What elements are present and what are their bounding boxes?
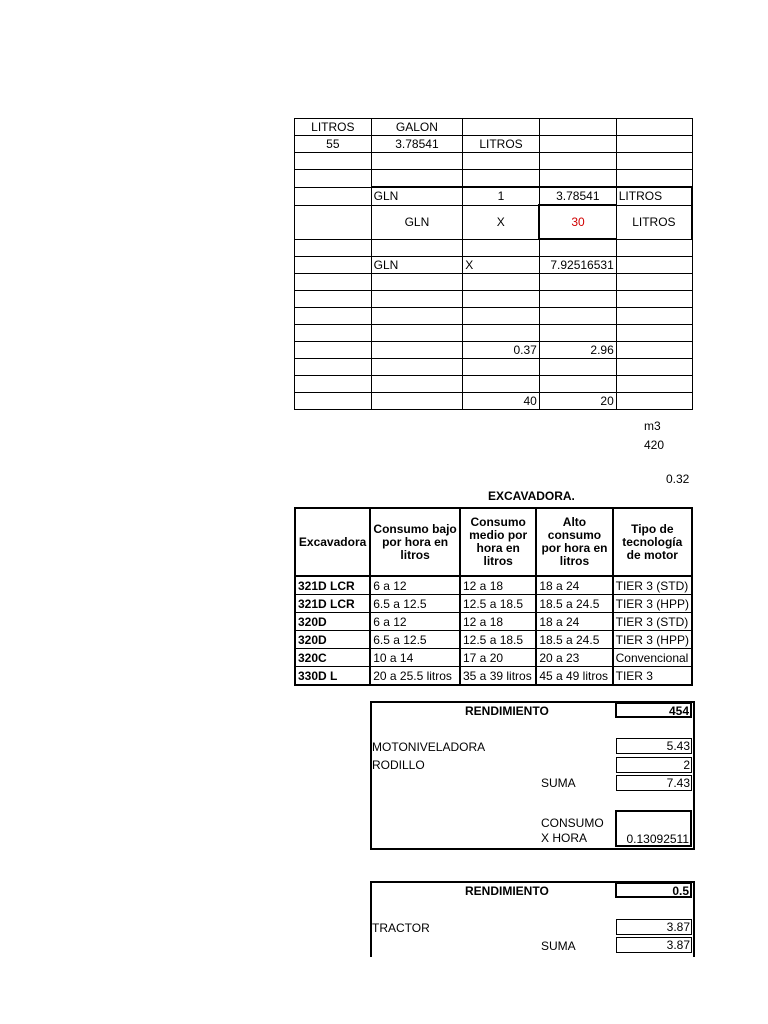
excavadora-row [295, 576, 692, 595]
excavadora-cell: TIER 3 (HPP) [613, 631, 692, 649]
conversion-cell [463, 308, 540, 325]
conversion-row [295, 257, 693, 274]
conversion-cell [371, 376, 463, 393]
conversion-cell [463, 170, 540, 188]
m3-label: m3 [644, 419, 661, 433]
conversion-cell [371, 359, 463, 376]
conversion-cell [539, 359, 616, 376]
conversion-cell: 3.78541 [539, 187, 616, 205]
excavadora-cell: 18.5 a 24.5 [536, 595, 612, 613]
suma-label-1: SUMA [541, 776, 576, 790]
conversion-cell [295, 291, 372, 308]
conversion-cell: X [463, 257, 540, 274]
conversion-row [295, 393, 693, 410]
conversion-cell [463, 376, 540, 393]
excavadora-cell: TIER 3 (STD) [613, 613, 692, 631]
excavadora-cell: 10 a 14 [370, 649, 460, 667]
conversion-cell [295, 393, 372, 410]
conversion-cell [295, 342, 372, 359]
conversion-cell: LITROS [295, 119, 372, 136]
conversion-cell: LITROS [616, 187, 692, 205]
conversion-cell [371, 325, 463, 342]
conversion-cell [539, 170, 616, 188]
conversion-cell [539, 239, 616, 257]
excavadora-cell: 12 a 18 [460, 613, 536, 631]
conversion-cell: GALON [371, 119, 463, 136]
conversion-cell: GLN [371, 205, 463, 239]
conversion-cell [371, 170, 463, 188]
suma-value-2: 3.87 [616, 937, 692, 953]
conversion-cell [539, 291, 616, 308]
conversion-row [295, 205, 693, 239]
rendimiento-label-2: RENDIMIENTO [465, 884, 549, 898]
excavadora-cell: 20 a 23 [536, 649, 612, 667]
conversion-cell [295, 257, 372, 274]
excavadora-table [294, 507, 693, 686]
conversion-cell: 40 [463, 393, 540, 410]
conversion-cell [295, 170, 372, 188]
conversion-cell [616, 308, 692, 325]
rendimiento-value-1: 454 [615, 702, 692, 718]
excavadora-cell: 6 a 12 [370, 613, 460, 631]
consumo-label-2: X HORA [541, 831, 588, 845]
conversion-row [295, 308, 693, 325]
conversion-cell [371, 393, 463, 410]
excavadora-header-cell: Consumo medio por hora en litros [460, 508, 536, 576]
conversion-cell: GLN [371, 187, 463, 205]
conversion-cell: 7.92516531 [539, 257, 616, 274]
conversion-cell [616, 239, 692, 257]
excavadora-header-cell: Alto consumo por hora en litros [536, 508, 612, 576]
conversion-cell [616, 359, 692, 376]
excavadora-cell: 6.5 a 12.5 [370, 631, 460, 649]
excavadora-header-cell: Consumo bajo por hora en litros [370, 508, 460, 576]
conversion-cell [539, 376, 616, 393]
conversion-cell [371, 239, 463, 257]
conversion-cell [616, 342, 692, 359]
excavadora-header-cell: Excavadora [295, 508, 370, 576]
conversion-row [295, 170, 693, 188]
excavadora-cell: 321D LCR [295, 576, 370, 595]
conversion-row [295, 376, 693, 393]
excavadora-row [295, 649, 692, 667]
conversion-cell [295, 239, 372, 257]
excavadora-cell: 6 a 12 [370, 576, 460, 595]
conversion-cell [539, 325, 616, 342]
conversion-cell: X [463, 205, 540, 239]
conversion-cell [295, 308, 372, 325]
conversion-row [295, 325, 693, 342]
motoniveladora-value: 5.43 [616, 738, 692, 754]
conversion-cell [371, 308, 463, 325]
excavadora-cell: 35 a 39 litros [460, 667, 536, 686]
conversion-cell [295, 205, 372, 239]
excavadora-row [295, 613, 692, 631]
excavadora-header-cell: Tipo de tecnología de motor [613, 508, 692, 576]
conversion-cell: 2.96 [539, 342, 616, 359]
conversion-cell: 0.37 [463, 342, 540, 359]
excavadora-cell: TIER 3 (STD) [613, 576, 692, 595]
rendimiento-label-1: RENDIMIENTO [465, 704, 549, 718]
conversion-cell [371, 291, 463, 308]
excavadora-cell: 12 a 18 [460, 576, 536, 595]
conversion-cell [463, 239, 540, 257]
conversion-cell [539, 136, 616, 153]
conversion-cell [616, 153, 692, 170]
conversion-cell [616, 376, 692, 393]
conversion-cell: 3.78541 [371, 136, 463, 153]
conversion-row [295, 359, 693, 376]
value-420: 420 [644, 438, 665, 452]
conversion-cell [616, 325, 692, 342]
conversion-cell [539, 274, 616, 291]
conversion-cell [616, 291, 692, 308]
conversion-cell [295, 325, 372, 342]
excavadora-cell: 18 a 24 [536, 613, 612, 631]
conversion-cell [616, 393, 692, 410]
excavadora-row [295, 595, 692, 613]
conversion-row [295, 342, 693, 359]
conversion-cell [463, 119, 540, 136]
excavadora-cell: 20 a 25.5 litros [370, 667, 460, 686]
conversion-row [295, 291, 693, 308]
excavadora-cell: 330D L [295, 667, 370, 686]
conversion-cell [616, 274, 692, 291]
conversion-cell: 1 [463, 187, 540, 205]
conversion-cell [539, 308, 616, 325]
conversion-row [295, 274, 693, 291]
conversion-cell [463, 291, 540, 308]
excavadora-row [295, 631, 692, 649]
suma-value-1: 7.43 [616, 775, 692, 791]
excavadora-row [295, 667, 692, 686]
conversion-cell [371, 153, 463, 170]
excavadora-cell: 18 a 24 [536, 576, 612, 595]
conversion-cell: 55 [295, 136, 372, 153]
conversion-cell [616, 136, 692, 153]
conversion-cell [295, 359, 372, 376]
conversion-table [294, 118, 693, 410]
conversion-cell [616, 119, 692, 136]
rodillo-value: 2 [616, 757, 692, 773]
tractor-value: 3.87 [616, 919, 692, 935]
excavadora-cell: 320C [295, 649, 370, 667]
conversion-cell [295, 153, 372, 170]
conversion-cell [463, 325, 540, 342]
suma-label-2: SUMA [541, 939, 576, 953]
conversion-cell [539, 119, 616, 136]
conversion-row [295, 153, 693, 170]
conversion-cell [295, 187, 372, 205]
excavadora-cell: 17 a 20 [460, 649, 536, 667]
conversion-cell [295, 274, 372, 291]
conversion-cell [539, 153, 616, 170]
excavadora-cell: 12.5 a 18.5 [460, 595, 536, 613]
excavadora-cell: 12.5 a 18.5 [460, 631, 536, 649]
conversion-cell: 20 [539, 393, 616, 410]
rendimiento-value-2: 0.5 [615, 882, 692, 898]
motoniveladora-label: MOTONIVELADORA [372, 740, 486, 754]
conversion-row [295, 119, 693, 136]
conversion-row [295, 187, 693, 205]
excavadora-cell: 320D [295, 613, 370, 631]
value-032: 0.32 [666, 472, 690, 486]
excavadora-cell: 321D LCR [295, 595, 370, 613]
excavadora-title: EXCAVADORA. [488, 489, 575, 503]
conversion-cell: 30 [539, 205, 616, 239]
excavadora-header-row [295, 508, 692, 576]
conversion-cell [616, 257, 692, 274]
tractor-label: TRACTOR [372, 921, 430, 935]
conversion-row [295, 239, 693, 257]
conversion-cell: LITROS [463, 136, 540, 153]
excavadora-cell: 45 a 49 litros [536, 667, 612, 686]
conversion-cell [616, 170, 692, 188]
conversion-cell [463, 359, 540, 376]
excavadora-cell: 18.5 a 24.5 [536, 631, 612, 649]
excavadora-cell: TIER 3 (HPP) [613, 595, 692, 613]
conversion-row [295, 136, 693, 153]
conversion-cell: LITROS [616, 205, 692, 239]
excavadora-cell: 6.5 a 12.5 [370, 595, 460, 613]
consumo-value: 0.13092511 [615, 810, 692, 847]
excavadora-cell: TIER 3 [613, 667, 692, 686]
excavadora-cell: 320D [295, 631, 370, 649]
conversion-cell: GLN [371, 257, 463, 274]
conversion-cell [371, 342, 463, 359]
rodillo-label: RODILLO [372, 758, 425, 772]
excavadora-cell: Convencional [613, 649, 692, 667]
conversion-cell [371, 274, 463, 291]
conversion-cell [295, 376, 372, 393]
conversion-cell [463, 153, 540, 170]
consumo-label-1: CONSUMO [541, 816, 604, 830]
conversion-cell [463, 274, 540, 291]
